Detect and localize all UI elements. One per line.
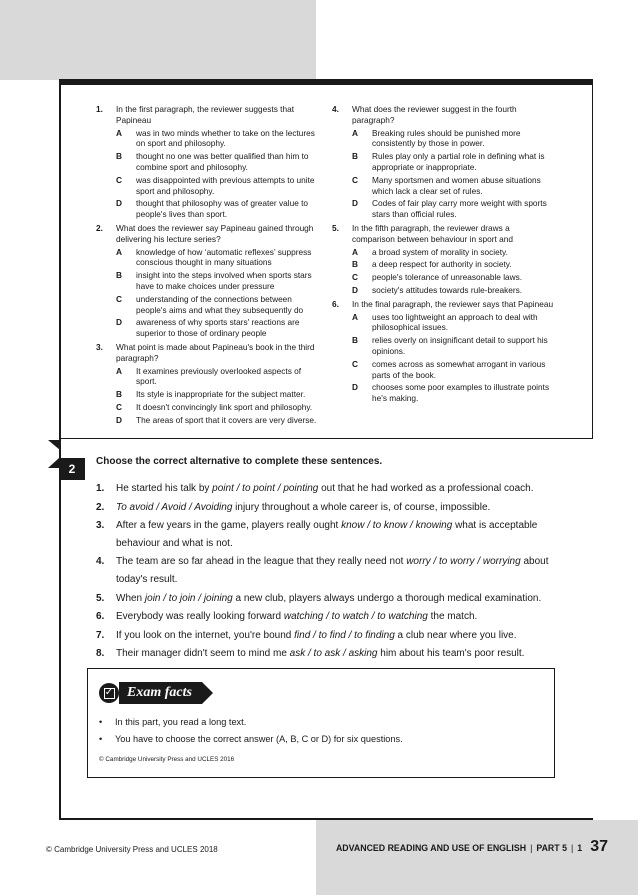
answer-option [352, 335, 554, 357]
sentence-text-after: a new club, players always undergo a thorough medical examination. [232, 592, 542, 604]
question-stem: In the fifth paragraph, the reviewer draws a comparison between behaviour in sport and [352, 222, 513, 244]
answer-option [116, 128, 318, 150]
question-stem: What does the reviewer suggest in the fourth paragraph? [352, 104, 517, 125]
question-number: 5. [332, 222, 339, 233]
answer-option [352, 312, 554, 334]
option-text: Codes of fair play carry more weight with sports stars than official rules. [372, 198, 547, 220]
sentence-alternatives: join / to join / joining [144, 592, 233, 604]
option-text: was in two minds whether to take on the lectures on sport and philosophy. [136, 127, 315, 149]
option-letter: B [116, 270, 122, 281]
sentence-text-after: out that he had worked as a professional coach. [318, 483, 534, 494]
footer-running-head [336, 838, 608, 856]
footer-grey-band [316, 820, 638, 895]
sentence-item [96, 553, 556, 588]
sentence-number: 1. [96, 483, 105, 494]
sentence-item [96, 517, 556, 552]
section-instruction: Choose the correct alternative to complete these sentences. [96, 456, 383, 467]
questions-right-column [332, 104, 554, 407]
answer-option [116, 247, 318, 269]
sentence-text-before: After a few years in the game, players really ought [116, 520, 342, 532]
sentence-number: 7. [96, 629, 105, 641]
option-letter: C [116, 174, 122, 185]
exam-facts-copyright: © Cambridge University Press and UCLES 2016 [99, 756, 235, 763]
option-letter: D [116, 414, 122, 425]
question-stem: What does the reviewer say Papineau gained through delivering his lecture series? [116, 222, 314, 244]
option-text: knowledge of how ‘automatic reflexes’ suppress conscious thought in many situations [136, 246, 312, 268]
option-text: thought no one was better qualified than him to combine sport and philosophy. [136, 151, 309, 172]
option-letter: C [352, 272, 358, 283]
sentence-text-after: what is acceptable behaviour and what is not. [116, 520, 538, 549]
left-margin-rule [59, 80, 61, 820]
option-text: Rules play only a partial role in defining what is appropriate or inappropriate. [372, 151, 545, 172]
answer-option [352, 285, 554, 296]
answer-option [352, 259, 554, 270]
sentence-alternatives: know / to know / knowing [341, 520, 453, 532]
sentence-text-after: a club near where you live. [394, 629, 517, 641]
sentence-item [96, 608, 556, 626]
option-text: It doesn't convincingly link sport and philosophy. [136, 401, 313, 412]
answer-option [116, 294, 318, 316]
option-letter: B [352, 259, 358, 270]
header-grey-band [0, 0, 316, 80]
question-number: 3. [96, 341, 103, 352]
question [96, 223, 318, 339]
option-letter: C [116, 401, 122, 412]
question-number: 1. [96, 104, 103, 114]
sentence-text-before: Everybody was really looking forward [116, 611, 284, 623]
footer-sub: 1 [577, 843, 583, 853]
answer-option [116, 366, 318, 388]
option-text: relies overly on insignificant detail to support his opinions. [372, 335, 548, 356]
question-number: 2. [96, 222, 103, 233]
answer-option [352, 382, 554, 404]
option-text: Its style is inappropriate for the subject matter. [136, 389, 306, 400]
answer-option [116, 389, 318, 400]
option-text: thought that philosophy was of greater value to people's lives than sport. [136, 198, 309, 220]
sentence-item [96, 590, 556, 608]
option-letter: A [116, 127, 122, 138]
exam-facts-title: Exam facts [119, 682, 202, 704]
answer-option [352, 272, 554, 283]
sentence-alternatives: find / to find / to finding [294, 629, 395, 641]
question [332, 104, 554, 220]
box-corner-notch [48, 440, 60, 450]
option-letter: C [116, 293, 122, 304]
sentence-item [96, 627, 556, 645]
option-text: a deep respect for authority in society. [372, 259, 512, 270]
option-letter: C [352, 174, 358, 185]
sentence-alternatives: watching / to watch / to watching [283, 611, 428, 623]
section-number-badge: 2 [59, 458, 85, 480]
answer-option [116, 198, 318, 220]
question-number: 6. [332, 298, 339, 309]
exam-fact-item: • You have to choose the correct answer (A, B, C or D) for six questions. [99, 731, 539, 748]
option-text: a broad system of morality in society. [372, 246, 508, 257]
answer-option [352, 198, 554, 220]
sentence-text-after: about today's result. [116, 556, 549, 585]
answer-option [352, 359, 554, 381]
page-number: 37 [590, 838, 608, 855]
option-text: It examines previously overlooked aspects of sport. [136, 365, 302, 387]
option-text: Many sportsmen and women abuse situations which lack a clear set of rules. [372, 174, 541, 196]
option-letter: B [116, 389, 122, 400]
sentence-alternatives: point / to point / pointing [212, 483, 319, 494]
option-letter: D [352, 382, 358, 393]
answer-option [116, 317, 318, 339]
option-letter: A [352, 311, 358, 322]
sentence-list [96, 480, 556, 664]
option-text: insight into the steps involved when sports stars have to make choices under pressure [136, 270, 312, 291]
option-letter: D [352, 284, 358, 295]
question [96, 342, 318, 426]
footer-copyright: © Cambridge University Press and UCLES 2018 [46, 845, 218, 854]
sentence-number: 4. [96, 556, 105, 568]
question [332, 223, 554, 296]
option-letter: D [116, 198, 122, 209]
option-letter: A [116, 365, 122, 376]
option-letter: D [352, 198, 358, 209]
option-text: was disappointed with previous attempts to unite sport and philosophy. [136, 174, 315, 196]
answer-option [352, 175, 554, 197]
question [96, 104, 318, 220]
option-letter: C [352, 358, 358, 369]
footer-title: ADVANCED READING AND USE OF ENGLISH [335, 843, 527, 853]
option-letter: B [352, 335, 358, 346]
section-badge-notch [48, 458, 59, 468]
sentence-number: 5. [96, 592, 105, 604]
answer-option [352, 128, 554, 150]
question-stem: What point is made about Papineau's book in the third paragraph? [116, 341, 315, 363]
sentence-text-after: injury throughout a whole career is, of course, impossible. [232, 501, 491, 513]
option-text: The areas of sport that it covers are very diverse. [136, 414, 317, 425]
exam-facts-bullets [99, 714, 539, 748]
option-text: society's attitudes towards rule-breakers. [372, 284, 523, 295]
option-text: awareness of why sports stars' reactions are superior to those of ordinary people [136, 317, 300, 339]
option-letter: A [352, 127, 358, 138]
exam-fact-item: • In this part, you read a long text. [99, 714, 539, 731]
sentence-number: 6. [96, 611, 105, 623]
sentence-item [96, 499, 556, 517]
question-stem: In the first paragraph, the reviewer suggests that Papineau [116, 104, 295, 125]
option-letter: B [116, 151, 122, 162]
sentence-alternatives: ask / to ask / asking [289, 648, 378, 660]
exam-facts-tag [99, 682, 202, 704]
option-text: comes across as somewhat arrogant in various parts of the book. [372, 358, 546, 380]
sentence-number: 3. [96, 520, 105, 532]
sentence-text-before: He started his talk by [116, 483, 213, 494]
sentence-alternatives: To avoid / Avoid / Avoiding [116, 501, 233, 513]
option-text: people's tolerance of unreasonable laws. [372, 272, 523, 283]
option-letter: B [352, 151, 358, 162]
sentence-text-before: When [116, 592, 145, 604]
question-stem: In the final paragraph, the reviewer says that Papineau [352, 298, 554, 309]
answer-option [352, 151, 554, 173]
answer-option [352, 247, 554, 258]
sentence-text-before: If you look on the internet, you're bound [116, 629, 295, 641]
footer-part: PART 5 [536, 843, 567, 853]
sentence-text-before: The team are so far ahead in the league that they really need not [116, 556, 407, 568]
answer-option [116, 402, 318, 413]
footer-separator: | [530, 843, 533, 853]
sentence-alternatives: worry / to worry / worrying [406, 556, 521, 568]
answer-option [116, 151, 318, 173]
sentence-text-after: him about his team's poor result. [377, 648, 525, 660]
option-text: uses too lightweight an approach to deal with philosophical issues. [372, 311, 538, 333]
option-text: chooses some poor examples to illustrate points he's making. [372, 382, 550, 404]
answer-option [116, 270, 318, 292]
sentence-text-before: Their manager didn't seem to mind me [116, 648, 290, 660]
sentence-text-after: the match. [427, 611, 478, 623]
sentence-item [96, 480, 556, 498]
sentence-item [96, 645, 556, 663]
question-number: 4. [332, 104, 339, 114]
sentence-number: 2. [96, 501, 105, 513]
checkbox-tick-icon: ✓ [99, 683, 119, 703]
question [332, 299, 554, 404]
sentence-number: 8. [96, 648, 105, 660]
option-text: Breaking rules should be punished more consistently by those in power. [372, 127, 521, 149]
answer-option [116, 175, 318, 197]
option-letter: A [352, 246, 358, 257]
option-text: understanding of the connections between people's aims and what they subsequently do [136, 293, 304, 315]
questions-left-column [96, 104, 318, 429]
footer-separator: | [571, 843, 574, 853]
option-letter: A [116, 246, 122, 257]
answer-option [116, 415, 318, 426]
option-letter: D [116, 317, 122, 328]
